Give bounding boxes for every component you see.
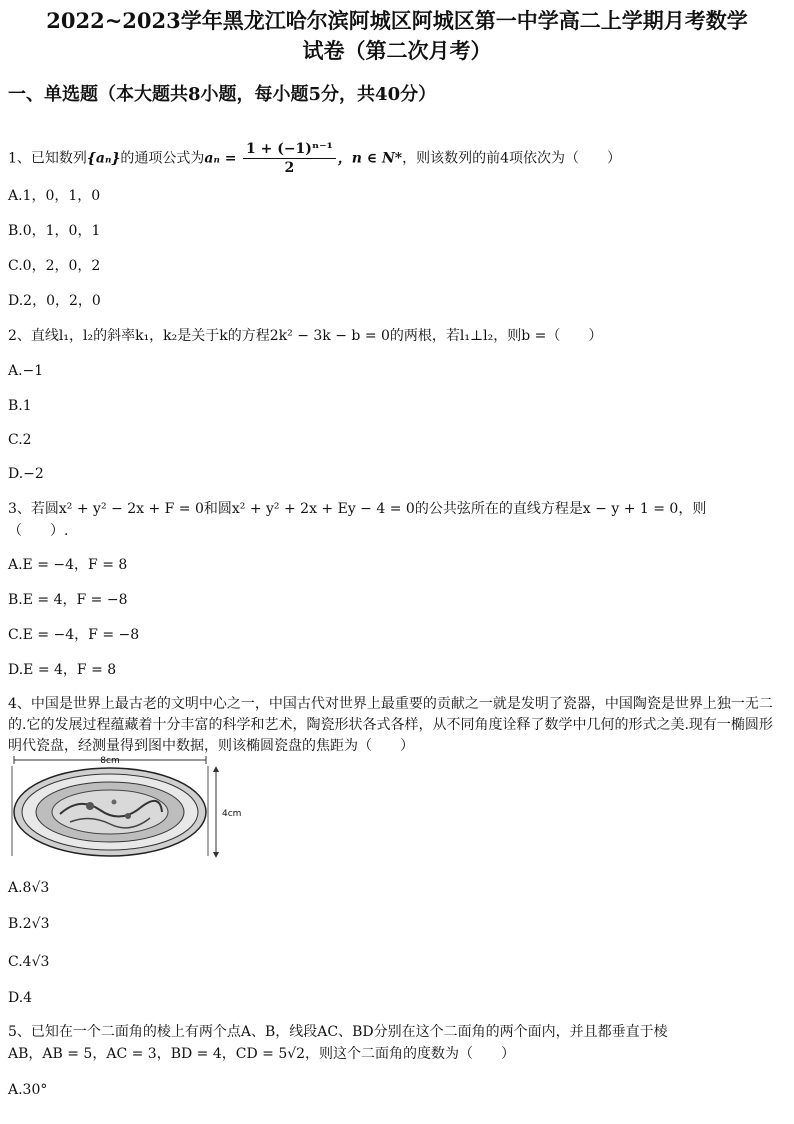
exam-title-line2: 试卷（第二次月考） <box>302 38 492 63</box>
plate-diagram <box>10 752 250 860</box>
q1-sequence: {aₙ} <box>86 150 121 167</box>
q3-option-d: D.E = 4，F = 8 <box>8 662 117 678</box>
q1-option-c: C.0，2，0，2 <box>8 258 101 274</box>
q1-numerator: 1 + (−1)ⁿ⁻¹ <box>243 140 336 159</box>
exam-title <box>10 6 784 66</box>
q1-fraction <box>243 140 336 177</box>
q1-denominator: 2 <box>284 160 295 176</box>
q1-lhs: aₙ = <box>204 150 237 167</box>
q1-mid: 的通项公式为 <box>120 150 205 167</box>
plate-width-label: 8cm <box>100 756 120 766</box>
q1-suffix: ，则该数列的前4项依次为（ ） <box>402 150 622 167</box>
q4-option-d: D.4 <box>8 990 33 1006</box>
q1-condition: ，n ∈ N* <box>337 150 403 167</box>
q2-option-c: C.2 <box>8 432 32 448</box>
q2-option-b: B.1 <box>8 398 32 414</box>
q3-option-b: B.E = 4，F = −8 <box>8 592 128 608</box>
question-1-stem <box>8 140 621 177</box>
q3-option-a: A.E = −4，F = 8 <box>8 557 128 573</box>
section-heading: 一、单选题（本大题共8小题，每小题5分，共40分） <box>8 84 437 105</box>
question-4-stem: 4、中国是世界上最古老的文明中心之一，中国古代对世界上最重要的贡献之一就是发明了瓷器，中国陶瓷是世界上独一无二的.它的发展过程蕴藏着十分丰富的科学和艺术，陶瓷形状各式各样，从不同角度诠释了数学中几何的形式之美.现有一椭圆形明代瓷盘，经测量得到图中数据，则该椭圆瓷盘的焦距为（ ） <box>8 696 773 754</box>
q1-prefix: 1、已知数列 <box>8 150 87 167</box>
q1-option-b: B.0，1，0，1 <box>8 223 101 239</box>
porcelain-plate-figure <box>10 752 250 860</box>
q3-option-c: C.E = −4，F = −8 <box>8 627 140 643</box>
question-2-stem: 2、直线l₁，l₂的斜率k₁，k₂是关于k的方程2k² − 3k − b = 0的两根，若l₁⊥l₂，则b =（ ） <box>8 328 603 344</box>
question-5-stem-line2: AB，AB = 5，AC = 3，BD = 4，CD = 5√2，则这个二面角的度数为（ ） <box>8 1046 516 1062</box>
question-5-stem-line1: 5、已知在一个二面角的棱上有两个点A、B，线段AC、BD分别在这个二面角的两个面内，并且都垂直于棱 <box>8 1024 668 1040</box>
question-3-stem-line2: （ ）. <box>8 523 69 539</box>
q4-option-c: C.4√3 <box>8 954 50 970</box>
q4-option-a: A.8√3 <box>8 880 50 896</box>
q4-option-b: B.2√3 <box>8 916 50 932</box>
exam-title-line1: 2022~2023学年黑龙江哈尔滨阿城区阿城区第一中学高二上学期月考数学 <box>46 8 748 33</box>
question-3-stem-line1: 3、若圆x² + y² − 2x + F = 0和圆x² + y² + 2x + Ey − 4 = 0的公共弦所在的直线方程是x − y + 1 = 0，则 <box>8 501 707 517</box>
q1-option-d: D.2，0，2，0 <box>8 293 101 309</box>
q5-option-a: A.30° <box>8 1082 48 1098</box>
q2-option-d: D.−2 <box>8 466 44 482</box>
q1-option-a: A.1，0，1，0 <box>8 188 101 204</box>
q2-option-a: A.−1 <box>8 363 44 379</box>
plate-height-label: 4cm <box>222 809 242 819</box>
